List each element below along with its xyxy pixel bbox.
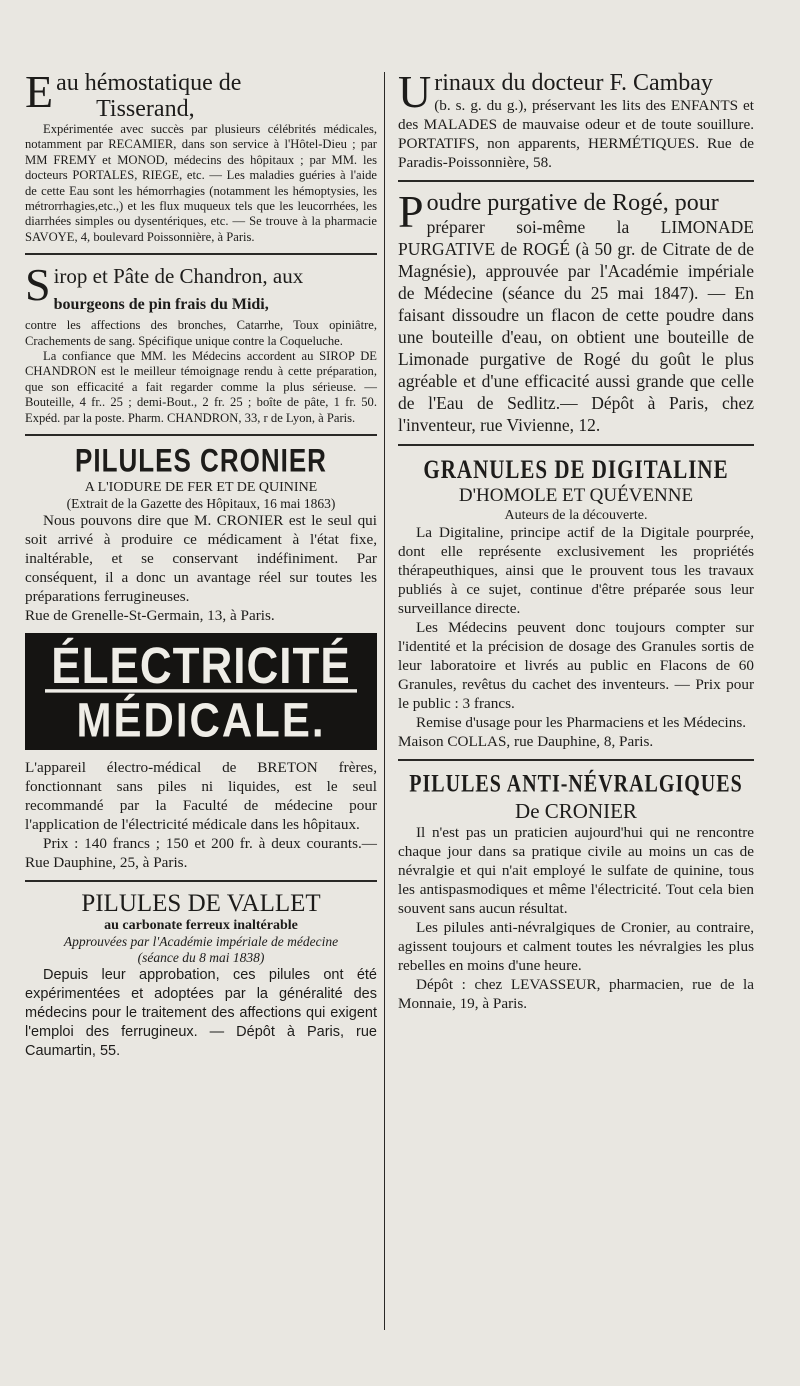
ad-body: Expérimentée avec succès par plusieurs célébrités médicales, notamment par RECAMIER, dans son service à l'Hôtel-Dieu ; par MM FREMY et MONOD, médecins des hôpitaux ; par MM. les docteurs PORTALES, RIEGE, etc. — Les maladies guéries à l'aide de cette Eau sont les hémorrhagies (notamment les hémoptysies, les métrorrhagies,etc.,) et les flux muqueux tels que les leucorrhées, les diarrhées simples ou dysentériques, etc. — Se trouve à la pharmacie SAVOYE, 4, boulevard Poissonnière, à Paris.	[25, 122, 377, 244]
ad-subtitle: au carbonate ferreux inaltérable	[104, 917, 298, 933]
title-line: rinaux du docteur F. Cambay	[434, 70, 713, 96]
ad-title: GRANULES DE DIGITALINE	[423, 454, 729, 484]
ad-address: Maison COLLAS, rue Dauphine, 8, Paris.	[398, 733, 654, 751]
ad-body: Nous pouvons dire que M. CRONIER est le seul qui soit arrivé à produire ce médicament à l'état fixe, inaltérable, et se conservant indéfiniment. Par conséquent, il a donc un avantage réel sur toutes les préparations ferrugineuses.	[25, 511, 377, 605]
separator	[25, 880, 377, 882]
ad-body-2: Les pilules anti-névralgiques de Cronier, au contraire, agissent toujours et calment toutes les névralgies les plus rebelles en moins d'une heure.	[398, 919, 754, 975]
ad-eau-hemostatique	[25, 66, 377, 245]
ad-body-1: Il n'est pas un praticien aujourd'hui qui ne rencontre chaque jour dans sa pratique civile au moins un cas de névralgie et qui n'ait employé le sulfate de quinine, tous les antispasmodiques et même l'électricité. Tout cela bien souvent sans aucun résultat.	[398, 824, 754, 918]
separator	[25, 253, 377, 255]
ad-title: PILULES DE VALLET	[81, 889, 321, 917]
banner-line-2: MÉDICALE.	[45, 689, 357, 748]
ad-body: Depuis leur approbation, ces pilules ont été expérimentées et adoptées par la généralité des médecins pour le traitement des affections qui exigent l'emploi des ferrugineux. — Dépôt à Paris, rue Caumartin, 55.	[25, 966, 377, 1059]
separator	[25, 434, 377, 436]
ad-body-2: Les Médecins peuvent donc toujours compter sur l'identité et la précision de dosage des Granules sortis de leur laboratoire et livrés au public en Flacons de 60 Granules, revêtus du cachet des inventeurs. — Prix pour le public : 3 francs.	[398, 619, 754, 713]
ad-pilules-vallet	[25, 890, 377, 1061]
drop-cap: U	[398, 66, 432, 117]
ad-address: Rue de Grenelle-St-Germain, 13, à Paris.	[25, 606, 275, 624]
ad-approved: Approuvées par l'Académie impériale de médecine	[63, 933, 339, 949]
drop-cap: S	[25, 259, 51, 311]
ad-subtitle: D'HOMOLE ET QUÉVENNE	[458, 485, 694, 506]
ad-subtitle: De CRONIER	[515, 799, 637, 824]
ad-title	[25, 259, 377, 318]
ad-pilules-anti-nevralgiques	[398, 769, 754, 1013]
ad-authors: Auteurs de la découverte.	[504, 508, 648, 523]
ad-electricite-medicale	[25, 758, 377, 872]
ad-body-3: Remise d'usage pour les Pharmaciens et les Médecins.	[416, 714, 747, 732]
ad-body-2: La confiance que MM. les Médecins accordent au SIROP DE CHANDRON est le meilleur témoignage rendu à cette préparation, que son efficacité a fait regarder comme la plus sérieuse. — Bouteille, 4 fr.. 25 ; demi-Bout., 2 fr. 25 ; boîte de pâte, 1 fr. 50. Expéd. par la poste. Pharm. CHANDRON, 33, r de Lyon, à Paris.	[25, 349, 377, 425]
drop-cap: P	[398, 186, 424, 237]
title-line-1: irop et Pâte de Chandron, aux	[53, 264, 304, 289]
ad-sirop-chandron	[25, 259, 377, 426]
column-divider	[384, 72, 385, 1330]
ad-seance: (séance du 8 mai 1838)	[137, 949, 265, 965]
ad-title: PILULES CRONIER	[75, 441, 327, 479]
banner-line-1: ÉLECTRICITÉ	[51, 638, 351, 695]
ad-price: Prix : 140 francs ; 150 et 200 fr. à deux courants.— Rue Dauphine, 25, à Paris.	[25, 834, 377, 871]
ad-body-1: La Digitaline, principe actif de la Digitale pourprée, dont elle représente exclusivement les propriétés thérapeuthiques, ainsi que le prouvent tous les travaux publiés à ce sujet, continue d'être préparée sous leur surveillance directe.	[398, 524, 754, 618]
ad-granules-digitaline	[398, 454, 754, 751]
ad-title	[398, 66, 754, 117]
ad-depot: Dépôt : chez LEVASSEUR, pharmacien, rue de la Monnaie, 19, à Paris.	[398, 976, 754, 1013]
ad-body: préparer soi-même la LIMONADE PURGATIVE de ROGÉ (à 50 gr. de Citrate de de Magnésie), approuvée par l'Académie impériale de Médecine (séance du 25 mai 1847). — En faisant dissoudre un flacon de cette poudre dans une bouteille d'eau, on obtient une bouteille de Limonade purgative de Rogé du goût le plus agréable et d'une efficacité aussi grande que celle de l'Eau de Sedlitz.— Dépôt à Paris, chez l'inventeur, rue Vivienne, 12.	[398, 217, 754, 435]
ad-body: L'appareil électro-médical de BRETON frères, fonctionnant sans piles ni liquides, est le seul recommandé par la Faculté de médecine pour l'application de l'électricité médicale dans les hôpitaux.	[25, 758, 377, 833]
ad-subtitle: A L'IODURE DE FER ET DE QUININE	[84, 480, 318, 496]
separator	[398, 444, 754, 446]
electricite-banner	[25, 633, 377, 750]
right-column	[398, 66, 754, 1021]
ad-source: (Extrait de la Gazette des Hôpitaux, 16 mai 1863)	[66, 495, 336, 511]
ad-poudre-roge	[398, 186, 754, 436]
ad-urinaux	[398, 66, 754, 172]
title-line-2: bourgeons de pin frais du Midi,	[53, 296, 269, 314]
ad-pilules-cronier	[25, 441, 377, 625]
ad-body: (b. s. g. du g.), préservant les lits des ENFANTS et des MALADES de mauvaise odeur et de toute souillure. PORTATIFS, non apparents, HERMÉTIQUES. Rue de Paradis-Poissonnière, 58.	[398, 97, 754, 171]
ad-title	[25, 66, 377, 122]
ad-title: PILULES ANTI-NÉVRALGIQUES	[409, 770, 743, 799]
ad-body-1: contre les affections des bronches, Catarrhe, Toux opiniâtre, Crachements de sang. Spécifique unique contre la Coqueluche.	[25, 318, 377, 348]
title-line-1: au hémostatique de	[56, 70, 242, 96]
left-column	[25, 66, 377, 1069]
separator	[398, 180, 754, 182]
title-line-2: Tisserand,	[96, 96, 195, 122]
title-line: oudre purgative de Rogé, pour	[426, 190, 719, 216]
drop-cap: E	[25, 66, 54, 117]
ad-title	[398, 186, 754, 237]
separator	[398, 759, 754, 761]
